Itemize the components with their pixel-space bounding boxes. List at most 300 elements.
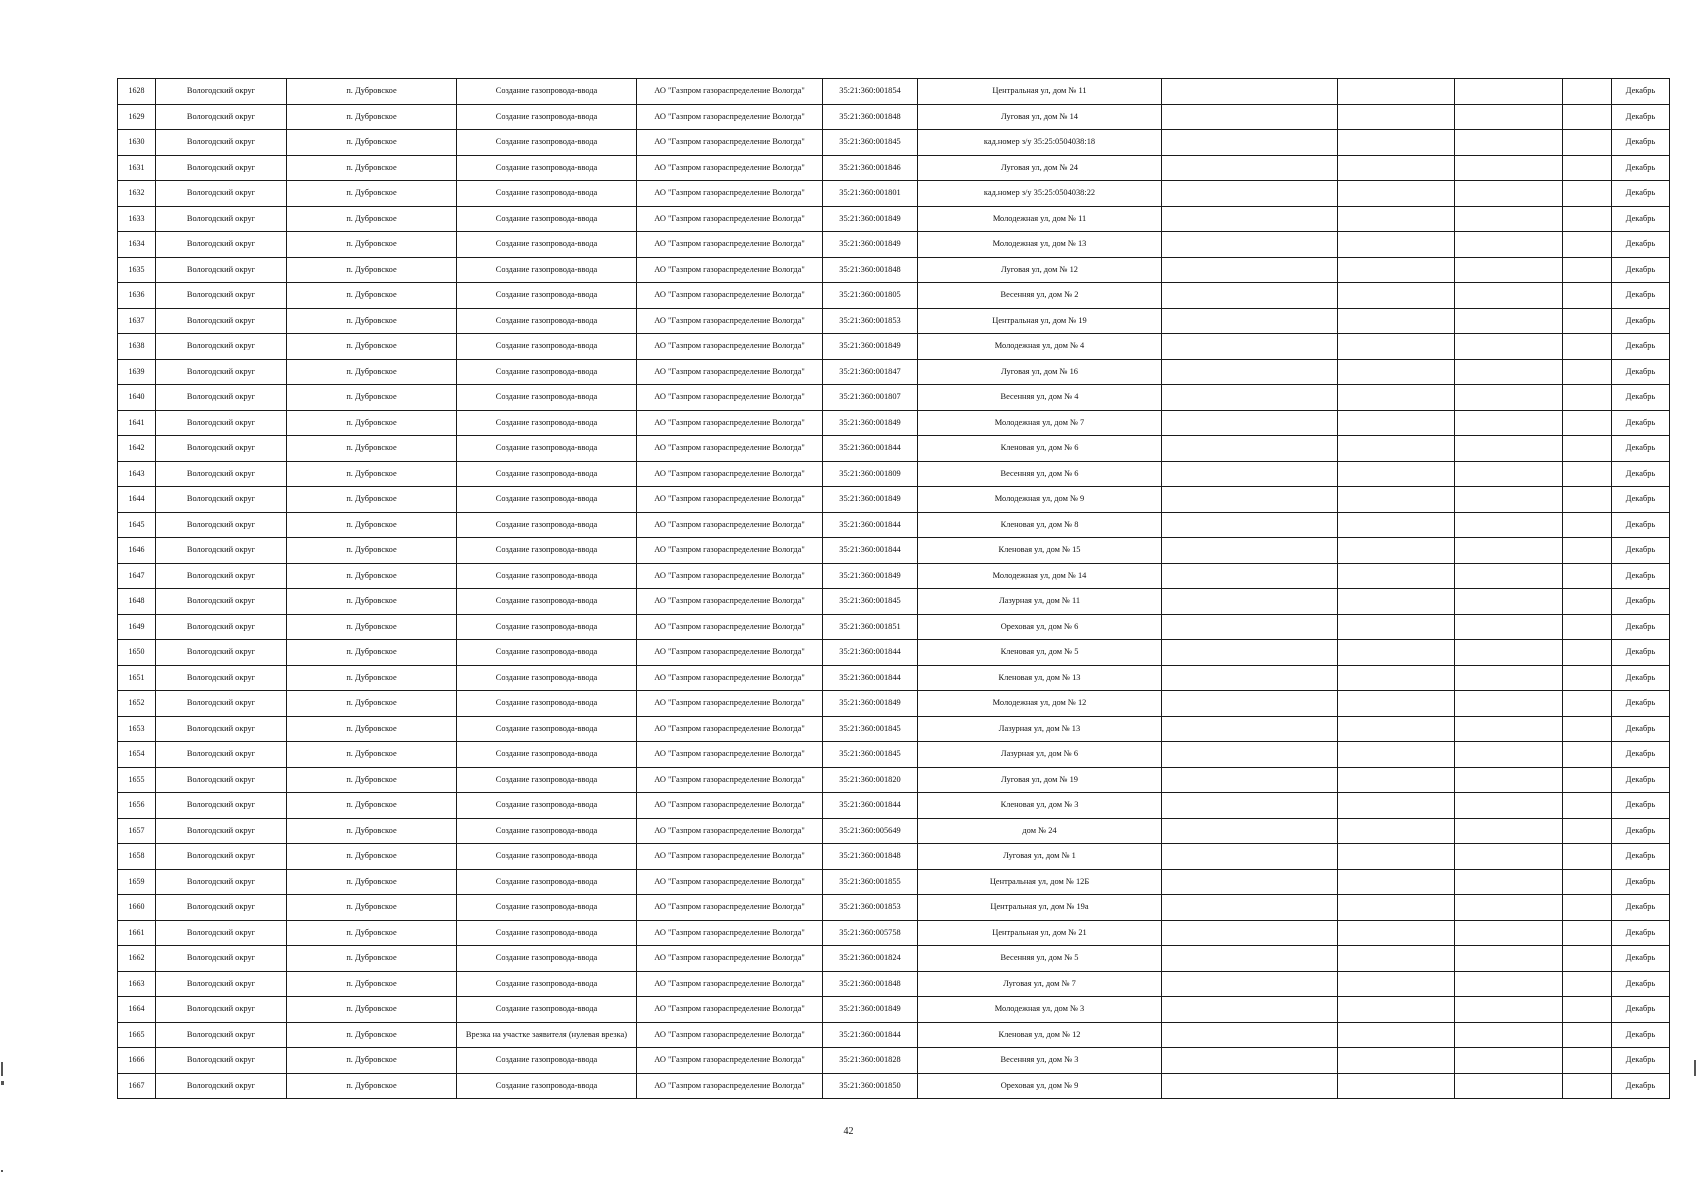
district-cell: Вологодский округ <box>156 487 287 513</box>
table-row <box>118 716 1670 742</box>
empty-cell <box>1162 512 1338 538</box>
month-cell: Декабрь <box>1612 334 1670 360</box>
empty-cell <box>1455 308 1563 334</box>
row-number: 1651 <box>118 665 156 691</box>
work-type-cell: Создание газопровода-ввода <box>457 181 637 207</box>
empty-cell <box>1563 665 1612 691</box>
empty-cell <box>1455 79 1563 105</box>
empty-cell <box>1563 283 1612 309</box>
table-row <box>118 665 1670 691</box>
work-type-cell: Создание газопровода-ввода <box>457 920 637 946</box>
work-type-cell: Создание газопровода-ввода <box>457 563 637 589</box>
organization-cell: АО "Газпром газораспределение Вологда" <box>637 410 823 436</box>
locality-cell: п. Дубровское <box>287 283 457 309</box>
work-type-cell: Создание газопровода-ввода <box>457 104 637 130</box>
empty-cell <box>1162 410 1338 436</box>
table-row <box>118 283 1670 309</box>
locality-cell: п. Дубровское <box>287 563 457 589</box>
empty-cell <box>1563 767 1612 793</box>
district-cell: Вологодский округ <box>156 308 287 334</box>
empty-cell <box>1563 640 1612 666</box>
address-cell: Молодежная ул, дом № 11 <box>918 206 1162 232</box>
empty-cell <box>1455 512 1563 538</box>
district-cell: Вологодский округ <box>156 946 287 972</box>
organization-cell: АО "Газпром газораспределение Вологда" <box>637 614 823 640</box>
month-cell: Декабрь <box>1612 487 1670 513</box>
locality-cell: п. Дубровское <box>287 1073 457 1099</box>
row-number: 1650 <box>118 640 156 666</box>
work-type-cell: Создание газопровода-ввода <box>457 742 637 768</box>
organization-cell: АО "Газпром газораспределение Вологда" <box>637 589 823 615</box>
locality-cell: п. Дубровское <box>287 359 457 385</box>
district-cell: Вологодский округ <box>156 1048 287 1074</box>
empty-cell <box>1563 614 1612 640</box>
row-number: 1639 <box>118 359 156 385</box>
empty-cell <box>1162 997 1338 1023</box>
cadastral-block-cell: 35:21:360:005649 <box>823 818 918 844</box>
district-cell: Вологодский округ <box>156 385 287 411</box>
month-cell: Декабрь <box>1612 130 1670 156</box>
locality-cell: п. Дубровское <box>287 946 457 972</box>
table-row <box>118 1022 1670 1048</box>
district-cell: Вологодский округ <box>156 844 287 870</box>
empty-cell <box>1162 640 1338 666</box>
empty-cell <box>1563 461 1612 487</box>
organization-cell: АО "Газпром газораспределение Вологда" <box>637 793 823 819</box>
table-row <box>118 895 1670 921</box>
empty-cell <box>1338 359 1455 385</box>
row-number: 1642 <box>118 436 156 462</box>
work-type-cell: Создание газопровода-ввода <box>457 793 637 819</box>
work-type-cell: Создание газопровода-ввода <box>457 716 637 742</box>
row-number: 1637 <box>118 308 156 334</box>
organization-cell: АО "Газпром газораспределение Вологда" <box>637 946 823 972</box>
empty-cell <box>1455 844 1563 870</box>
empty-cell <box>1338 844 1455 870</box>
organization-cell: АО "Газпром газораспределение Вологда" <box>637 538 823 564</box>
work-type-cell: Создание газопровода-ввода <box>457 283 637 309</box>
empty-cell <box>1455 818 1563 844</box>
address-cell: Весенняя ул, дом № 2 <box>918 283 1162 309</box>
empty-cell <box>1162 818 1338 844</box>
empty-cell <box>1162 104 1338 130</box>
organization-cell: АО "Газпром газораспределение Вологда" <box>637 104 823 130</box>
empty-cell <box>1338 869 1455 895</box>
empty-cell <box>1162 257 1338 283</box>
locality-cell: п. Дубровское <box>287 206 457 232</box>
address-cell: дом № 24 <box>918 818 1162 844</box>
empty-cell <box>1563 997 1612 1023</box>
empty-cell <box>1455 410 1563 436</box>
locality-cell: п. Дубровское <box>287 997 457 1023</box>
empty-cell <box>1338 257 1455 283</box>
empty-cell <box>1455 436 1563 462</box>
row-number: 1644 <box>118 487 156 513</box>
district-cell: Вологодский округ <box>156 538 287 564</box>
table-row <box>118 589 1670 615</box>
empty-cell <box>1563 308 1612 334</box>
address-cell: кад.номер з/у 35:25:0504038:22 <box>918 181 1162 207</box>
empty-cell <box>1338 563 1455 589</box>
address-cell: Весенняя ул, дом № 5 <box>918 946 1162 972</box>
cadastral-block-cell: 35:21:360:001849 <box>823 487 918 513</box>
district-cell: Вологодский округ <box>156 232 287 258</box>
table-row <box>118 640 1670 666</box>
empty-cell <box>1563 206 1612 232</box>
organization-cell: АО "Газпром газораспределение Вологда" <box>637 869 823 895</box>
organization-cell: АО "Газпром газораспределение Вологда" <box>637 818 823 844</box>
locality-cell: п. Дубровское <box>287 334 457 360</box>
empty-cell <box>1563 181 1612 207</box>
work-type-cell: Создание газопровода-ввода <box>457 895 637 921</box>
empty-cell <box>1563 971 1612 997</box>
empty-cell <box>1162 385 1338 411</box>
work-type-cell: Создание газопровода-ввода <box>457 461 637 487</box>
empty-cell <box>1563 895 1612 921</box>
cadastral-block-cell: 35:21:360:001855 <box>823 869 918 895</box>
table-row <box>118 793 1670 819</box>
empty-cell <box>1563 257 1612 283</box>
row-number: 1667 <box>118 1073 156 1099</box>
cadastral-block-cell: 35:21:360:001853 <box>823 308 918 334</box>
cadastral-block-cell: 35:21:360:001851 <box>823 614 918 640</box>
month-cell: Декабрь <box>1612 895 1670 921</box>
month-cell: Декабрь <box>1612 869 1670 895</box>
cadastral-block-cell: 35:21:360:001849 <box>823 563 918 589</box>
empty-cell <box>1455 589 1563 615</box>
cadastral-block-cell: 35:21:360:001844 <box>823 640 918 666</box>
scan-margin-mark <box>1 1081 4 1085</box>
cadastral-block-cell: 35:21:360:001849 <box>823 691 918 717</box>
address-cell: Кленовая ул, дом № 13 <box>918 665 1162 691</box>
work-type-cell: Создание газопровода-ввода <box>457 385 637 411</box>
month-cell: Декабрь <box>1612 104 1670 130</box>
empty-cell <box>1338 130 1455 156</box>
district-cell: Вологодский округ <box>156 869 287 895</box>
cadastral-block-cell: 35:21:360:001845 <box>823 589 918 615</box>
district-cell: Вологодский округ <box>156 1022 287 1048</box>
row-number: 1633 <box>118 206 156 232</box>
district-cell: Вологодский округ <box>156 436 287 462</box>
empty-cell <box>1338 487 1455 513</box>
locality-cell: п. Дубровское <box>287 589 457 615</box>
empty-cell <box>1563 589 1612 615</box>
empty-cell <box>1563 155 1612 181</box>
empty-cell <box>1563 436 1612 462</box>
row-number: 1657 <box>118 818 156 844</box>
empty-cell <box>1162 155 1338 181</box>
empty-cell <box>1455 334 1563 360</box>
work-type-cell: Создание газопровода-ввода <box>457 946 637 972</box>
month-cell: Декабрь <box>1612 1048 1670 1074</box>
district-cell: Вологодский округ <box>156 640 287 666</box>
table-row <box>118 385 1670 411</box>
empty-cell <box>1455 130 1563 156</box>
row-number: 1663 <box>118 971 156 997</box>
month-cell: Декабрь <box>1612 155 1670 181</box>
district-cell: Вологодский округ <box>156 359 287 385</box>
row-number: 1666 <box>118 1048 156 1074</box>
month-cell: Декабрь <box>1612 308 1670 334</box>
empty-cell <box>1338 206 1455 232</box>
address-cell: Центральная ул, дом № 19а <box>918 895 1162 921</box>
empty-cell <box>1563 1022 1612 1048</box>
row-number: 1649 <box>118 614 156 640</box>
address-cell: Центральная ул, дом № 21 <box>918 920 1162 946</box>
organization-cell: АО "Газпром газораспределение Вологда" <box>637 283 823 309</box>
empty-cell <box>1338 334 1455 360</box>
locality-cell: п. Дубровское <box>287 844 457 870</box>
empty-cell <box>1563 232 1612 258</box>
work-type-cell: Создание газопровода-ввода <box>457 512 637 538</box>
empty-cell <box>1563 1048 1612 1074</box>
empty-cell <box>1338 691 1455 717</box>
locality-cell: п. Дубровское <box>287 181 457 207</box>
cadastral-block-cell: 35:21:360:001854 <box>823 79 918 105</box>
empty-cell <box>1162 334 1338 360</box>
cadastral-block-cell: 35:21:360:001809 <box>823 461 918 487</box>
empty-cell <box>1338 971 1455 997</box>
table-row <box>118 614 1670 640</box>
empty-cell <box>1338 640 1455 666</box>
locality-cell: п. Дубровское <box>287 308 457 334</box>
empty-cell <box>1338 538 1455 564</box>
empty-cell <box>1162 1048 1338 1074</box>
empty-cell <box>1338 793 1455 819</box>
organization-cell: АО "Газпром газораспределение Вологда" <box>637 742 823 768</box>
table-row <box>118 1073 1670 1099</box>
month-cell: Декабрь <box>1612 971 1670 997</box>
row-number: 1645 <box>118 512 156 538</box>
empty-cell <box>1338 512 1455 538</box>
empty-cell <box>1338 104 1455 130</box>
work-type-cell: Создание газопровода-ввода <box>457 232 637 258</box>
table-row <box>118 257 1670 283</box>
row-number: 1659 <box>118 869 156 895</box>
locality-cell: п. Дубровское <box>287 971 457 997</box>
row-number: 1638 <box>118 334 156 360</box>
empty-cell <box>1162 1073 1338 1099</box>
district-cell: Вологодский округ <box>156 997 287 1023</box>
empty-cell <box>1338 1022 1455 1048</box>
organization-cell: АО "Газпром газораспределение Вологда" <box>637 1022 823 1048</box>
table-row <box>118 181 1670 207</box>
locality-cell: п. Дубровское <box>287 895 457 921</box>
row-number: 1634 <box>118 232 156 258</box>
district-cell: Вологодский округ <box>156 563 287 589</box>
month-cell: Декабрь <box>1612 563 1670 589</box>
empty-cell <box>1338 461 1455 487</box>
empty-cell <box>1162 232 1338 258</box>
empty-cell <box>1162 181 1338 207</box>
address-cell: Молодежная ул, дом № 3 <box>918 997 1162 1023</box>
empty-cell <box>1338 1048 1455 1074</box>
address-cell: Молодежная ул, дом № 12 <box>918 691 1162 717</box>
month-cell: Декабрь <box>1612 767 1670 793</box>
work-type-cell: Создание газопровода-ввода <box>457 79 637 105</box>
empty-cell <box>1455 257 1563 283</box>
month-cell: Декабрь <box>1612 206 1670 232</box>
work-type-cell: Создание газопровода-ввода <box>457 589 637 615</box>
address-cell: Лазурная ул, дом № 11 <box>918 589 1162 615</box>
empty-cell <box>1162 716 1338 742</box>
empty-cell <box>1338 1073 1455 1099</box>
district-cell: Вологодский округ <box>156 79 287 105</box>
month-cell: Декабрь <box>1612 385 1670 411</box>
empty-cell <box>1455 895 1563 921</box>
district-cell: Вологодский округ <box>156 130 287 156</box>
empty-cell <box>1563 1073 1612 1099</box>
empty-cell <box>1162 538 1338 564</box>
register-table <box>117 78 1670 1099</box>
empty-cell <box>1338 997 1455 1023</box>
organization-cell: АО "Газпром газораспределение Вологда" <box>637 997 823 1023</box>
locality-cell: п. Дубровское <box>287 1022 457 1048</box>
district-cell: Вологодский округ <box>156 614 287 640</box>
empty-cell <box>1338 232 1455 258</box>
organization-cell: АО "Газпром газораспределение Вологда" <box>637 767 823 793</box>
empty-cell <box>1455 104 1563 130</box>
register-sheet <box>117 78 1669 1099</box>
empty-cell <box>1455 793 1563 819</box>
row-number: 1661 <box>118 920 156 946</box>
empty-cell <box>1162 283 1338 309</box>
work-type-cell: Врезка на участке заявителя (нулевая врезка) <box>457 1022 637 1048</box>
locality-cell: п. Дубровское <box>287 640 457 666</box>
scan-margin-mark <box>1694 1060 1696 1076</box>
work-type-cell: Создание газопровода-ввода <box>457 1073 637 1099</box>
cadastral-block-cell: 35:21:360:001849 <box>823 410 918 436</box>
empty-cell <box>1338 283 1455 309</box>
month-cell: Декабрь <box>1612 359 1670 385</box>
locality-cell: п. Дубровское <box>287 232 457 258</box>
empty-cell <box>1162 869 1338 895</box>
empty-cell <box>1338 895 1455 921</box>
empty-cell <box>1162 1022 1338 1048</box>
empty-cell <box>1162 359 1338 385</box>
locality-cell: п. Дубровское <box>287 436 457 462</box>
month-cell: Декабрь <box>1612 614 1670 640</box>
work-type-cell: Создание газопровода-ввода <box>457 410 637 436</box>
empty-cell <box>1455 461 1563 487</box>
empty-cell <box>1338 155 1455 181</box>
empty-cell <box>1455 563 1563 589</box>
row-number: 1648 <box>118 589 156 615</box>
work-type-cell: Создание газопровода-ввода <box>457 818 637 844</box>
district-cell: Вологодский округ <box>156 895 287 921</box>
locality-cell: п. Дубровское <box>287 410 457 436</box>
empty-cell <box>1338 79 1455 105</box>
cadastral-block-cell: 35:21:360:001848 <box>823 971 918 997</box>
organization-cell: АО "Газпром газораспределение Вологда" <box>637 359 823 385</box>
organization-cell: АО "Газпром газораспределение Вологда" <box>637 844 823 870</box>
empty-cell <box>1455 1073 1563 1099</box>
empty-cell <box>1455 691 1563 717</box>
cadastral-block-cell: 35:21:360:001845 <box>823 716 918 742</box>
address-cell: Кленовая ул, дом № 15 <box>918 538 1162 564</box>
cadastral-block-cell: 35:21:360:001828 <box>823 1048 918 1074</box>
empty-cell <box>1455 232 1563 258</box>
organization-cell: АО "Газпром газораспределение Вологда" <box>637 716 823 742</box>
cadastral-block-cell: 35:21:360:001849 <box>823 206 918 232</box>
work-type-cell: Создание газопровода-ввода <box>457 767 637 793</box>
row-number: 1631 <box>118 155 156 181</box>
empty-cell <box>1563 742 1612 768</box>
cadastral-block-cell: 35:21:360:001844 <box>823 538 918 564</box>
empty-cell <box>1563 691 1612 717</box>
district-cell: Вологодский округ <box>156 461 287 487</box>
address-cell: Луговая ул, дом № 14 <box>918 104 1162 130</box>
empty-cell <box>1162 767 1338 793</box>
work-type-cell: Создание газопровода-ввода <box>457 155 637 181</box>
organization-cell: АО "Газпром газораспределение Вологда" <box>637 640 823 666</box>
district-cell: Вологодский округ <box>156 512 287 538</box>
address-cell: Молодежная ул, дом № 14 <box>918 563 1162 589</box>
district-cell: Вологодский округ <box>156 716 287 742</box>
month-cell: Декабрь <box>1612 742 1670 768</box>
table-row <box>118 971 1670 997</box>
district-cell: Вологодский округ <box>156 665 287 691</box>
empty-cell <box>1162 436 1338 462</box>
address-cell: Весенняя ул, дом № 4 <box>918 385 1162 411</box>
row-number: 1653 <box>118 716 156 742</box>
district-cell: Вологодский округ <box>156 104 287 130</box>
address-cell: Центральная ул, дом № 11 <box>918 79 1162 105</box>
page-number: 42 <box>843 1126 854 1137</box>
district-cell: Вологодский округ <box>156 181 287 207</box>
organization-cell: АО "Газпром газораспределение Вологда" <box>637 436 823 462</box>
address-cell: Ореховая ул, дом № 6 <box>918 614 1162 640</box>
district-cell: Вологодский округ <box>156 971 287 997</box>
table-row <box>118 79 1670 105</box>
empty-cell <box>1455 181 1563 207</box>
row-number: 1630 <box>118 130 156 156</box>
table-row <box>118 461 1670 487</box>
district-cell: Вологодский округ <box>156 257 287 283</box>
empty-cell <box>1162 308 1338 334</box>
empty-cell <box>1162 691 1338 717</box>
locality-cell: п. Дубровское <box>287 614 457 640</box>
table-row <box>118 487 1670 513</box>
work-type-cell: Создание газопровода-ввода <box>457 971 637 997</box>
table-row <box>118 359 1670 385</box>
cadastral-block-cell: 35:21:360:001848 <box>823 104 918 130</box>
empty-cell <box>1455 1048 1563 1074</box>
locality-cell: п. Дубровское <box>287 767 457 793</box>
empty-cell <box>1338 181 1455 207</box>
district-cell: Вологодский округ <box>156 206 287 232</box>
month-cell: Декабрь <box>1612 920 1670 946</box>
table-row <box>118 818 1670 844</box>
empty-cell <box>1162 461 1338 487</box>
organization-cell: АО "Газпром газораспределение Вологда" <box>637 232 823 258</box>
cadastral-block-cell: 35:21:360:001820 <box>823 767 918 793</box>
district-cell: Вологодский округ <box>156 155 287 181</box>
address-cell: Кленовая ул, дом № 3 <box>918 793 1162 819</box>
table-row <box>118 869 1670 895</box>
organization-cell: АО "Газпром газораспределение Вологда" <box>637 920 823 946</box>
empty-cell <box>1162 206 1338 232</box>
row-number: 1654 <box>118 742 156 768</box>
cadastral-block-cell: 35:21:360:001844 <box>823 665 918 691</box>
locality-cell: п. Дубровское <box>287 691 457 717</box>
cadastral-block-cell: 35:21:360:001805 <box>823 283 918 309</box>
row-number: 1656 <box>118 793 156 819</box>
work-type-cell: Создание газопровода-ввода <box>457 997 637 1023</box>
table-row <box>118 206 1670 232</box>
month-cell: Декабрь <box>1612 512 1670 538</box>
month-cell: Декабрь <box>1612 410 1670 436</box>
